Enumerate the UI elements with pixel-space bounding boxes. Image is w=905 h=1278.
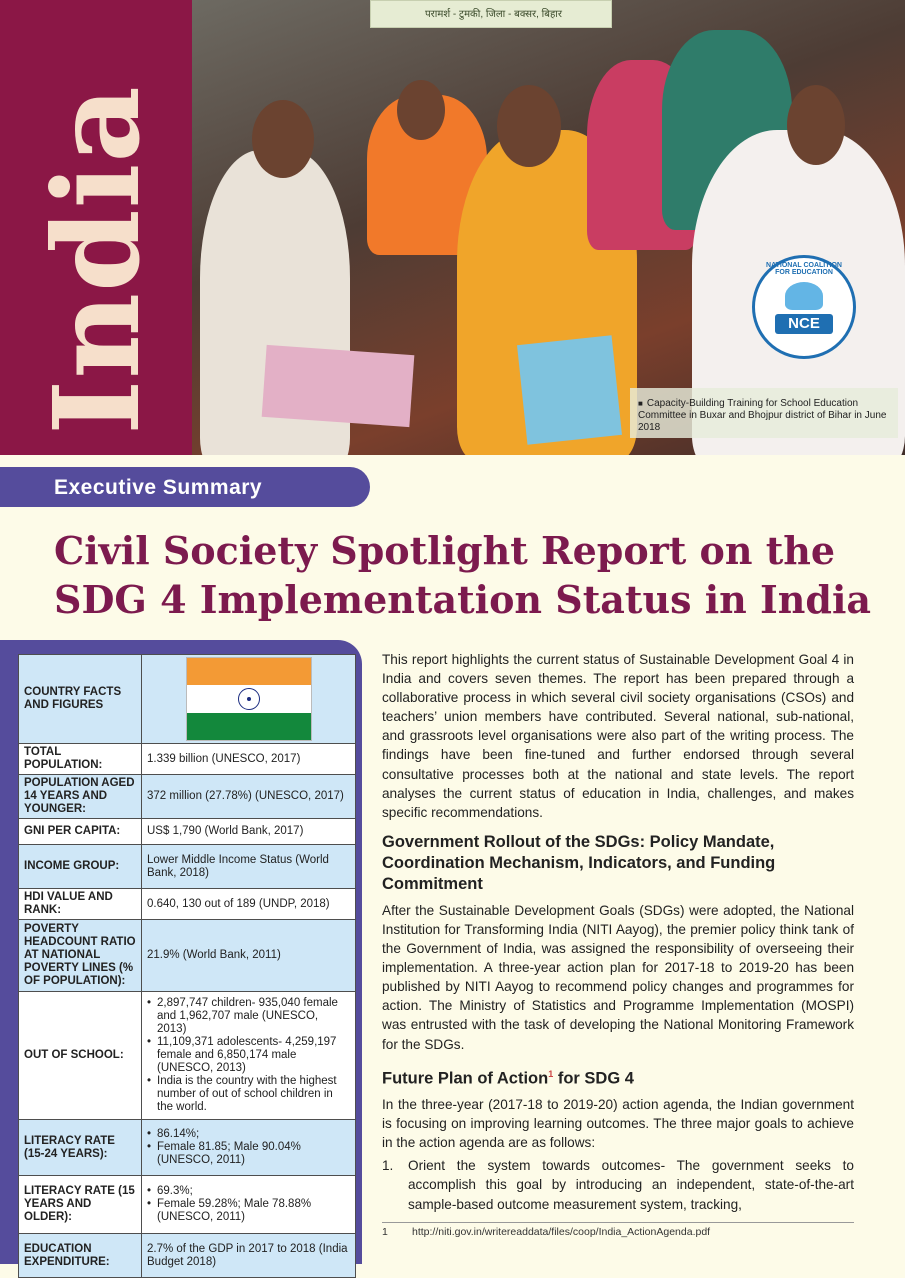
list-item: 1. Orient the system towards outcomes- The government seeks to accomplish this goal by introducing an independent, state-of-the-art sample-based outcome measurement system, tracking, — [382, 1158, 854, 1212]
table-row: GNI PER CAPITA: US$ 1,790 (World Bank, 2017) — [19, 819, 356, 845]
table-row: LITERACY RATE (15 YEARS AND OLDER): • 69.3%; • Female 59.28%; Male 78.88% (UNESCO, 2011) — [19, 1176, 356, 1234]
people-icon — [785, 282, 823, 310]
intro-paragraph: This report highlights the current status of Sustainable Development Goal 4 in India and covers seven themes. The report has been prepared through a collaborative process in which several civil society organisations (CSOs) and teachers’ union members have contributed. Several national, sub-national, and grassroots level organisations were also part of the writing process. The findings have been fine-tuned and further endorsed through several consultative processes both at the national and state levels. The report analyses the current status of education in India, challenges, and makes specific recommendations. — [382, 652, 854, 820]
table-row: POVERTY HEADCOUNT RATIO AT NATIONAL POVERTY LINES (% OF POPULATION): 21.9% (World Bank, 2011) — [19, 920, 356, 992]
table-row: OUT OF SCHOOL: • 2,897,747 children- 935,040 female and 1,962,707 male (UNESCO, 2013) • 11,109,371 adolescents- 4,259,197 female and 6,850,174 male (UNESCO, 2013) • India is the country with the highest number of out of school children in the world. — [19, 992, 356, 1120]
table-row: INCOME GROUP: Lower Middle Income Status (World Bank, 2018) — [19, 845, 356, 889]
woman-head — [787, 85, 845, 165]
goals-list — [382, 1156, 854, 1213]
report-title: Civil Society Spotlight Report on the SDG 4 Implementation Status in India — [54, 528, 872, 622]
cover-photo — [192, 0, 905, 455]
section-tab: Executive Summary — [0, 467, 370, 507]
table-row: LITERACY RATE (15-24 YEARS): • 86.14%; • Female 81.85; Male 90.04% (UNESCO, 2011) — [19, 1120, 356, 1176]
flag-cell — [142, 655, 356, 744]
booklet-image — [262, 345, 415, 427]
table-row: HDI VALUE AND RANK: 0.640, 130 out of 189 (UNDP, 2018) — [19, 889, 356, 920]
booklet-image — [517, 335, 622, 444]
paragraph: After the Sustainable Development Goals (SDGs) were adopted, the National Institution for Transforming India (NITI Aayog), the premier policy think tank of the Government of India, was assigned the responsibility of overseeing their implementation. A three-year action plan for 2017-18 to 2019-20 has been published by NITI Aayog to recommend policy changes and programmes for action. The Ministry of Statistics and Programme Implementation (MOSPI) was entrusted with the task of developing the National Monitoring Framework for the SDGs. — [382, 902, 854, 1052]
footnote: 1 http://niti.gov.in/writereaddata/files/coop/India_ActionAgenda.pdf — [382, 1222, 854, 1238]
body-text — [382, 650, 854, 1214]
nce-logo: NATIONAL COALITION FOR EDUCATION NCE — [752, 255, 856, 359]
square-bullet-icon: ■ — [638, 399, 643, 408]
section-heading: Future Plan of Action$^1$ for SDG 4 — [382, 1068, 634, 1088]
country-title: India — [27, 85, 166, 435]
india-flag-icon — [186, 657, 312, 741]
ashoka-chakra-icon — [238, 688, 260, 710]
footnote-link[interactable]: http://niti.gov.in/writereaddata/files/coop/India_ActionAgenda.pdf — [412, 1226, 711, 1238]
country-facts-table — [18, 654, 356, 1278]
facts-heading: COUNTRY FACTS AND FIGURES — [19, 655, 142, 744]
table-row: EDUCATION EXPENDITURE: 2.7% of the GDP in 2017 to 2018 (India Budget 2018) — [19, 1234, 356, 1278]
footnote-ref[interactable]: 1 — [548, 1068, 554, 1079]
paragraph: In the three-year (2017-18 to 2019-20) action agenda, the Indian government is focusing on improving learning outcomes. The three major goals to achieve in the action agenda are as follows: — [382, 1097, 854, 1151]
table-row: TOTAL POPULATION: 1.339 billion (UNESCO, 2017) — [19, 744, 356, 775]
title-sidebar — [0, 0, 192, 455]
woman-head — [397, 80, 445, 140]
table-row: POPULATION AGED 14 YEARS AND YOUNGER: 372 million (27.78%) (UNESCO, 2017) — [19, 775, 356, 819]
photo-caption: ■ Capacity-Building Training for School Education Committee in Buxar and Bhojpur district of Bihar in June 2018 — [630, 388, 898, 438]
section-heading: Government Rollout of the SDGs: Policy Mandate, Coordination Mechanism, Indicators, and Funding Commitment — [382, 832, 776, 893]
woman-head — [252, 100, 314, 178]
woman-head — [497, 85, 561, 167]
photo-banner: परामर्श - टुमकी, जिला - बक्सर, बिहार — [370, 0, 612, 28]
